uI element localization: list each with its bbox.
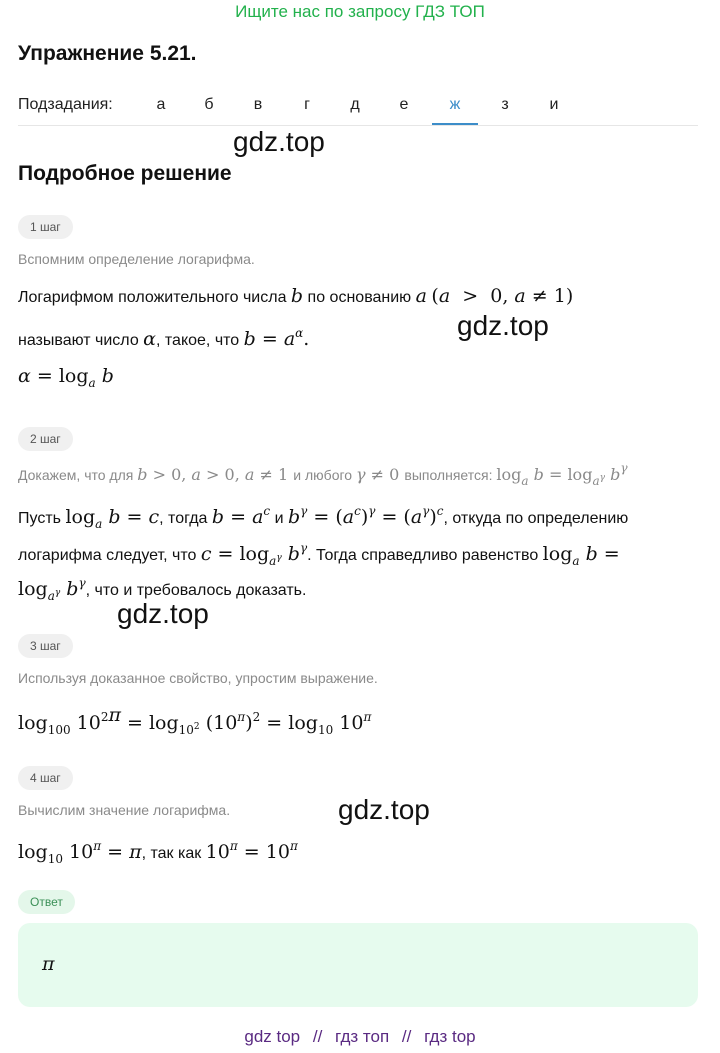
watermark: gdz.top	[117, 598, 209, 629]
footer-link-gdz-top[interactable]: gdz top	[244, 1027, 301, 1046]
step-3-badge: 3 шаг	[18, 634, 73, 658]
step-3-hint: Используя доказанное свойство, упростим выражение.	[18, 670, 378, 686]
step-2-hint: Докажем, что для b > 0, a > 0, a ≠ 1 и любого γ ≠ 0 выполняется: loga b = loga$^\gamma$ bγ	[18, 461, 628, 488]
step-1-hint: Вспомним определение логарифма.	[18, 251, 255, 267]
footer-link-gdz-top-mixed[interactable]: гдз top	[424, 1027, 476, 1046]
page-title: Упражнение 5.21.	[18, 42, 197, 65]
tab-d[interactable]: д	[350, 96, 360, 113]
step-1-line-1: Логарифмом положительного числа b по основанию a (a > 0, a ≠ 1)	[18, 285, 574, 307]
tab-i[interactable]: и	[549, 96, 559, 113]
section-title: Подробное решение	[18, 162, 232, 185]
step-4-hint: Вычислим значение логарифма.	[18, 802, 231, 818]
tab-zh-active[interactable]: ж	[432, 96, 478, 125]
tab-e[interactable]: е	[399, 96, 409, 113]
footer-link-gdz-top-ru[interactable]: гдз топ	[335, 1027, 390, 1046]
tab-v[interactable]: в	[253, 96, 263, 113]
step-2-line-2: логарифма следует, что $c = \log_{a^\gamma} b^\gamma$. Тогда справедливо равенство $\log_a b$ =	[18, 541, 620, 568]
watermark: gdz.top	[338, 794, 430, 825]
step-1-formula: $\alpha = \log_a b$	[18, 365, 114, 390]
footer-links	[0, 1027, 720, 1047]
answer-badge: Ответ	[18, 890, 75, 914]
step-2-line-1: Пусть $\log_a b = c$, тогда $b = a^c$ и $b^\gamma = (a^c)^\gamma = (a^\gamma)^c$, откуда по определению	[18, 504, 629, 531]
watermark: gdz.top	[457, 310, 549, 341]
subtasks-nav	[18, 92, 698, 126]
watermark: gdz.top	[233, 126, 325, 157]
footer-separator: //	[401, 1027, 412, 1046]
step-4-badge: 4 шаг	[18, 766, 73, 790]
step-4-formula: $\log_{10} 10^\pi = \pi$, так как $10^\pi = 10^\pi$	[18, 839, 298, 866]
step-1-line-2: называют число α, такое, что $b = a^\alpha$.	[18, 326, 310, 350]
step-3-formula: $\log_{100} 10^{2\pi} = \log_{10^2} (10^\pi)^2 = \log_{10} 10^\pi$	[18, 704, 372, 737]
answer-value: π	[42, 953, 55, 975]
step-1-badge: 1 шаг	[18, 215, 73, 239]
footer-separator: //	[312, 1027, 323, 1046]
step-2-badge: 2 шаг	[18, 427, 73, 451]
subtasks-label: Подзадания:	[18, 96, 113, 113]
tab-z[interactable]: з	[501, 96, 509, 113]
search-banner: Ищите нас по запросу ГДЗ ТОП	[235, 2, 485, 21]
answer-box	[18, 923, 698, 1007]
tab-a[interactable]: а	[156, 96, 166, 113]
tab-g[interactable]: г	[304, 96, 310, 113]
step-2-line-3: $\log_{a^\gamma} b^\gamma$, что и требовалось доказать.	[18, 576, 307, 603]
tab-b[interactable]: б	[204, 96, 214, 113]
